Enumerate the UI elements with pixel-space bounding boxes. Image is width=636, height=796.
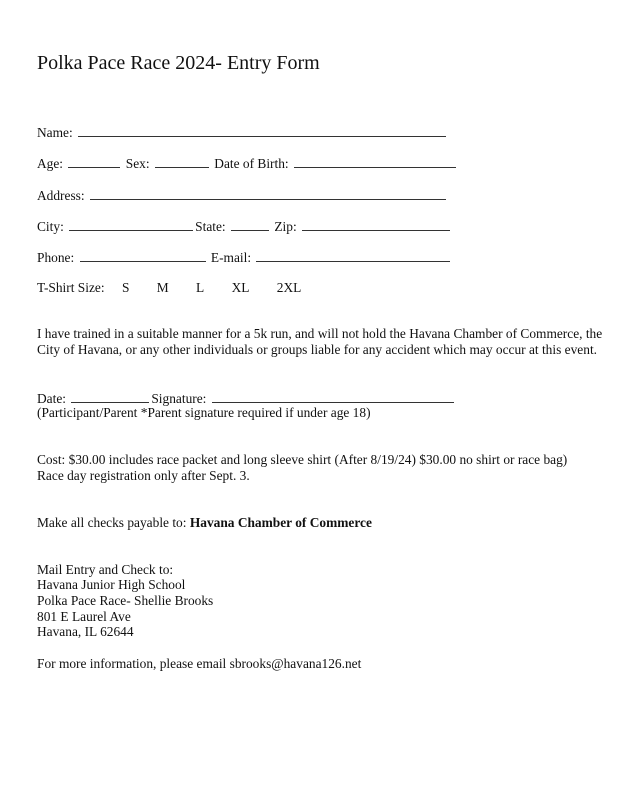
page-title: Polka Pace Race 2024- Entry Form — [37, 52, 320, 74]
size-option-s[interactable]: S — [121, 280, 130, 295]
cost-line-2: Race day registration only after Sept. 3. — [37, 468, 250, 483]
name-row — [37, 124, 448, 141]
checks-payee: Havana Chamber of Commerce — [189, 515, 372, 530]
address-row — [37, 187, 448, 204]
address-field[interactable] — [90, 187, 446, 200]
tshirt-row — [37, 280, 301, 296]
city-state-zip-row — [37, 218, 452, 235]
email-label: E-mail: — [210, 250, 252, 265]
state-label: State: — [195, 219, 226, 234]
mail-line: Havana Junior High School — [37, 577, 186, 592]
signature-note: (Participant/Parent *Parent signature required if under age 18) — [37, 405, 371, 420]
city-field[interactable] — [69, 218, 193, 231]
mail-heading: Mail Entry and Check to: — [37, 562, 174, 577]
phone-email-row — [37, 249, 452, 266]
email-field[interactable] — [256, 249, 450, 262]
checks-payable — [37, 515, 372, 531]
dob-label: Date of Birth: — [214, 156, 289, 171]
city-label: City: — [37, 219, 64, 234]
checks-label: Make all checks payable to: — [37, 515, 190, 530]
name-field[interactable] — [78, 124, 446, 137]
phone-field[interactable] — [80, 249, 206, 262]
info-text: For more information, please email sbrooks@havana126.net — [37, 656, 362, 671]
cost-line-1: Cost: $30.00 includes race packet and long sleeve shirt (After 8/19/24) $30.00 no shirt or race bag) — [37, 452, 568, 467]
size-option-m[interactable]: M — [156, 280, 169, 295]
age-label: Age: — [37, 156, 64, 171]
size-option-xl[interactable]: XL — [231, 280, 250, 295]
waiver-text: I have trained in a suitable manner for a 5k run, and will not hold the Havana Chamber of Commerce, the City of Havana, or any other individuals or groups liable for any accident which may occur at this event. — [37, 326, 603, 357]
state-field[interactable] — [231, 218, 269, 231]
mail-line: Polka Pace Race- Shellie Brooks — [37, 593, 214, 608]
size-option-l[interactable]: L — [196, 280, 205, 295]
date-label: Date: — [37, 391, 66, 406]
name-label: Name: — [37, 125, 73, 140]
date-field[interactable] — [71, 390, 149, 403]
sex-label: Sex: — [125, 156, 150, 171]
age-sex-dob-row — [37, 155, 458, 172]
sex-field[interactable] — [155, 155, 209, 168]
size-option-2xl[interactable]: 2XL — [276, 280, 302, 295]
signature-field[interactable] — [212, 390, 454, 403]
mail-line: 801 E Laurel Ave — [37, 609, 131, 624]
dob-field[interactable] — [294, 155, 456, 168]
address-label: Address: — [37, 188, 85, 203]
signature-label: Signature: — [151, 391, 207, 406]
zip-label: Zip: — [274, 219, 297, 234]
tshirt-label: T-Shirt Size: — [37, 280, 105, 295]
phone-label: Phone: — [37, 250, 75, 265]
age-field[interactable] — [68, 155, 120, 168]
mail-line: Havana, IL 62644 — [37, 624, 134, 639]
zip-field[interactable] — [302, 218, 450, 231]
